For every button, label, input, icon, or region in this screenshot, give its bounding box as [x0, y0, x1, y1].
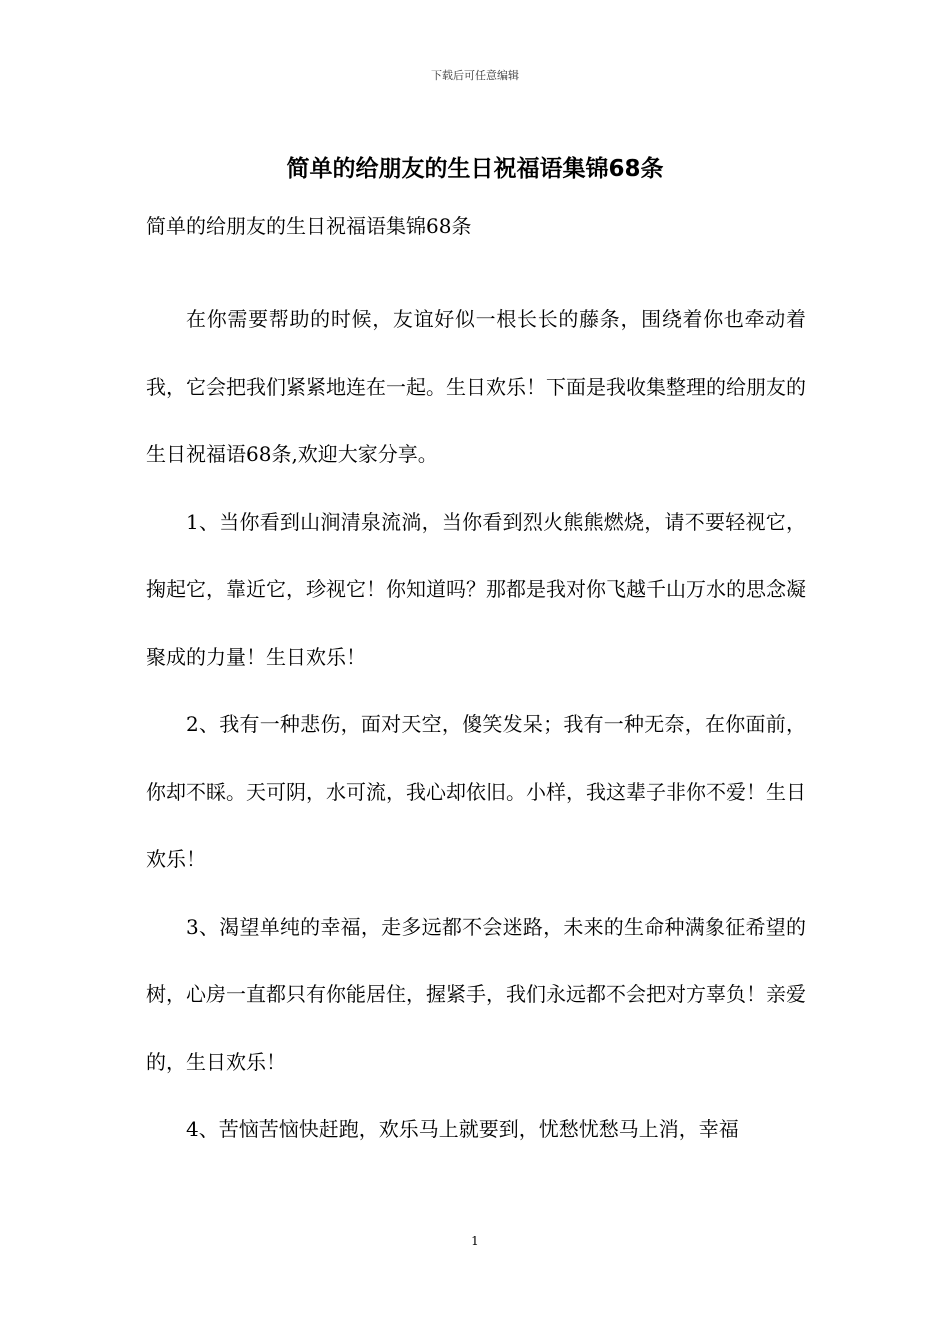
wish-paragraph-2: 2、我有一种悲伤，面对天空，傻笑发呆；我有一种无奈，在你面前，你却不睬。天可阴，水可流，我心却依旧。小样，我这辈子非你不爱！生日欢乐！ [146, 712, 806, 871]
document-title: 简单的给朋友的生日祝福语集锦68条 [286, 156, 664, 182]
document-subtitle: 简单的给朋友的生日祝福语集锦68条 [146, 214, 472, 238]
wish-paragraph-1: 1、当你看到山涧清泉流淌，当你看到烈火熊熊燃烧，请不要轻视它，掬起它，靠近它，珍视它！你知道吗？那都是我对你飞越千山万水的思念凝聚成的力量！生日欢乐！ [146, 509, 806, 669]
body-text [146, 286, 806, 1164]
page-number: 1 [471, 1234, 479, 1248]
wish-paragraph-3: 3、渴望单纯的幸福，走多远都不会迷路，未来的生命种满象征希望的树，心房一直都只有你能居住，握紧手，我们永远都不会把对方辜负！亲爱的，生日欢乐！ [146, 914, 806, 1074]
intro-paragraph: 在你需要帮助的时候，友谊好似一根长长的藤条，围绕着你也牵动着我，它会把我们紧紧地连在一起。生日欢乐！下面是我收集整理的给朋友的生日祝福语68条,欢迎大家分享。 [146, 307, 806, 466]
wish-paragraph-4: 4、苦恼苦恼快赶跑，欢乐马上就要到，忧愁忧愁马上消，幸福 [186, 1117, 739, 1141]
header-note: 下载后可任意编辑 [431, 69, 519, 82]
